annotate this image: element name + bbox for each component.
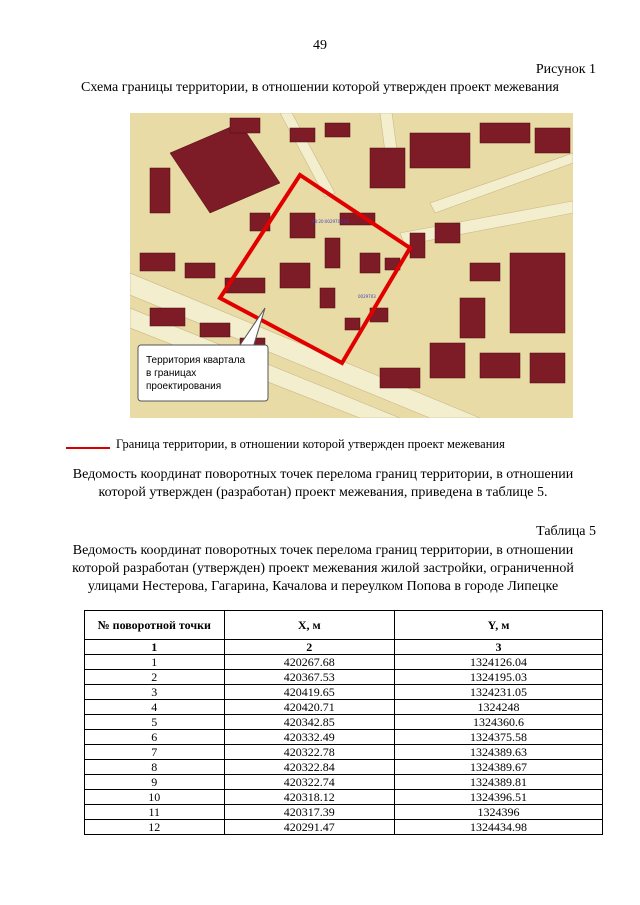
table-cell: 1324389.63: [395, 745, 603, 760]
parcel-label-1: 48:20:0029703:61: [312, 219, 350, 224]
table-cell: 420332.49: [224, 730, 394, 745]
table-row: [85, 730, 603, 745]
table-cell: 420342.85: [224, 715, 394, 730]
table-row: [85, 670, 603, 685]
table-cell: 2: [224, 640, 394, 655]
table-cell: 1324375.58: [395, 730, 603, 745]
table-cell: 4: [85, 700, 225, 715]
table-cell: 1: [85, 655, 225, 670]
table-cell: 1: [85, 640, 225, 655]
table-cell: 420322.78: [224, 745, 394, 760]
table-cell: 420267.68: [224, 655, 394, 670]
table-cell: 3: [85, 685, 225, 700]
table-cell: 1324126.04: [395, 655, 603, 670]
table-cell: 420291.47: [224, 820, 394, 835]
table-row: [85, 700, 603, 715]
table-cell: 6: [85, 730, 225, 745]
header-y: Y, м: [395, 611, 603, 640]
page-number: 49: [313, 38, 327, 53]
header-point-number: № поворотной точки: [85, 611, 225, 640]
table-cell: 1324389.81: [395, 775, 603, 790]
figure-label: Рисунок 1: [535, 62, 596, 77]
table-cell: 11: [85, 805, 225, 820]
table-cell: 420419.65: [224, 685, 394, 700]
table-cell: 1324195.03: [395, 670, 603, 685]
table-row: [85, 745, 603, 760]
table-cell: 7: [85, 745, 225, 760]
table-row: [85, 760, 603, 775]
table-cell: 1324396.51: [395, 790, 603, 805]
column-number-row: [85, 640, 603, 655]
table-cell: 1324434.98: [395, 820, 603, 835]
table-cell: 1324231.05: [395, 685, 603, 700]
table-row: [85, 820, 603, 835]
coordinates-table: [84, 610, 603, 835]
table-cell: 420322.74: [224, 775, 394, 790]
table-cell: 420420.71: [224, 700, 394, 715]
table-cell: 1324396: [395, 805, 603, 820]
legend-text: Граница территории, в отношении которой утвержден проект межевания: [116, 437, 505, 451]
callout-line-1: Территория квартала: [146, 355, 246, 366]
table-cell: 2: [85, 670, 225, 685]
map-legend: [66, 437, 505, 452]
table-cell: 420318.12: [224, 790, 394, 805]
callout-line-3: проектирования: [146, 381, 222, 392]
table-cell: 10: [85, 790, 225, 805]
table-cell: 420367.53: [224, 670, 394, 685]
table-row: [85, 775, 603, 790]
boundary-map: [130, 113, 573, 418]
table-cell: 5: [85, 715, 225, 730]
table-cell: 1324360.6: [395, 715, 603, 730]
table-row: [85, 685, 603, 700]
table-label: Таблица 5: [536, 524, 596, 539]
callout-line-2: в границах: [146, 368, 197, 379]
header-x: X, м: [224, 611, 394, 640]
intro-paragraph: Ведомость координат поворотных точек перелома границ территории, в отношении которой утвержден (разработан) проект межевания, приведена в таблице 5.: [72, 467, 574, 500]
table-row: [85, 655, 603, 670]
table-cell: 420317.39: [224, 805, 394, 820]
figure-title: Схема границы территории, в отношении которой утвержден проект межевания: [81, 80, 559, 95]
table-cell: 1324389.67: [395, 760, 603, 775]
table-cell: 3: [395, 640, 603, 655]
parcel-label-2: 0029703: [358, 294, 376, 299]
table-cell: 420322.84: [224, 760, 394, 775]
table-row: [85, 805, 603, 820]
table-row: [85, 715, 603, 730]
table-cell: 9: [85, 775, 225, 790]
boundary-legend-swatch: [66, 447, 110, 449]
table-title: Ведомость координат поворотных точек перелома границ территории, в отношении которой разработан (утвержден) проект межевания жилой застройки, ограниченной улицами Нестерова, Гагарина, Качалова и переулком Попова в городе Липецке: [72, 543, 574, 594]
table-cell: 12: [85, 820, 225, 835]
table-row: [85, 790, 603, 805]
table-header-row: [85, 611, 603, 640]
table-cell: 1324248: [395, 700, 603, 715]
table-cell: 8: [85, 760, 225, 775]
